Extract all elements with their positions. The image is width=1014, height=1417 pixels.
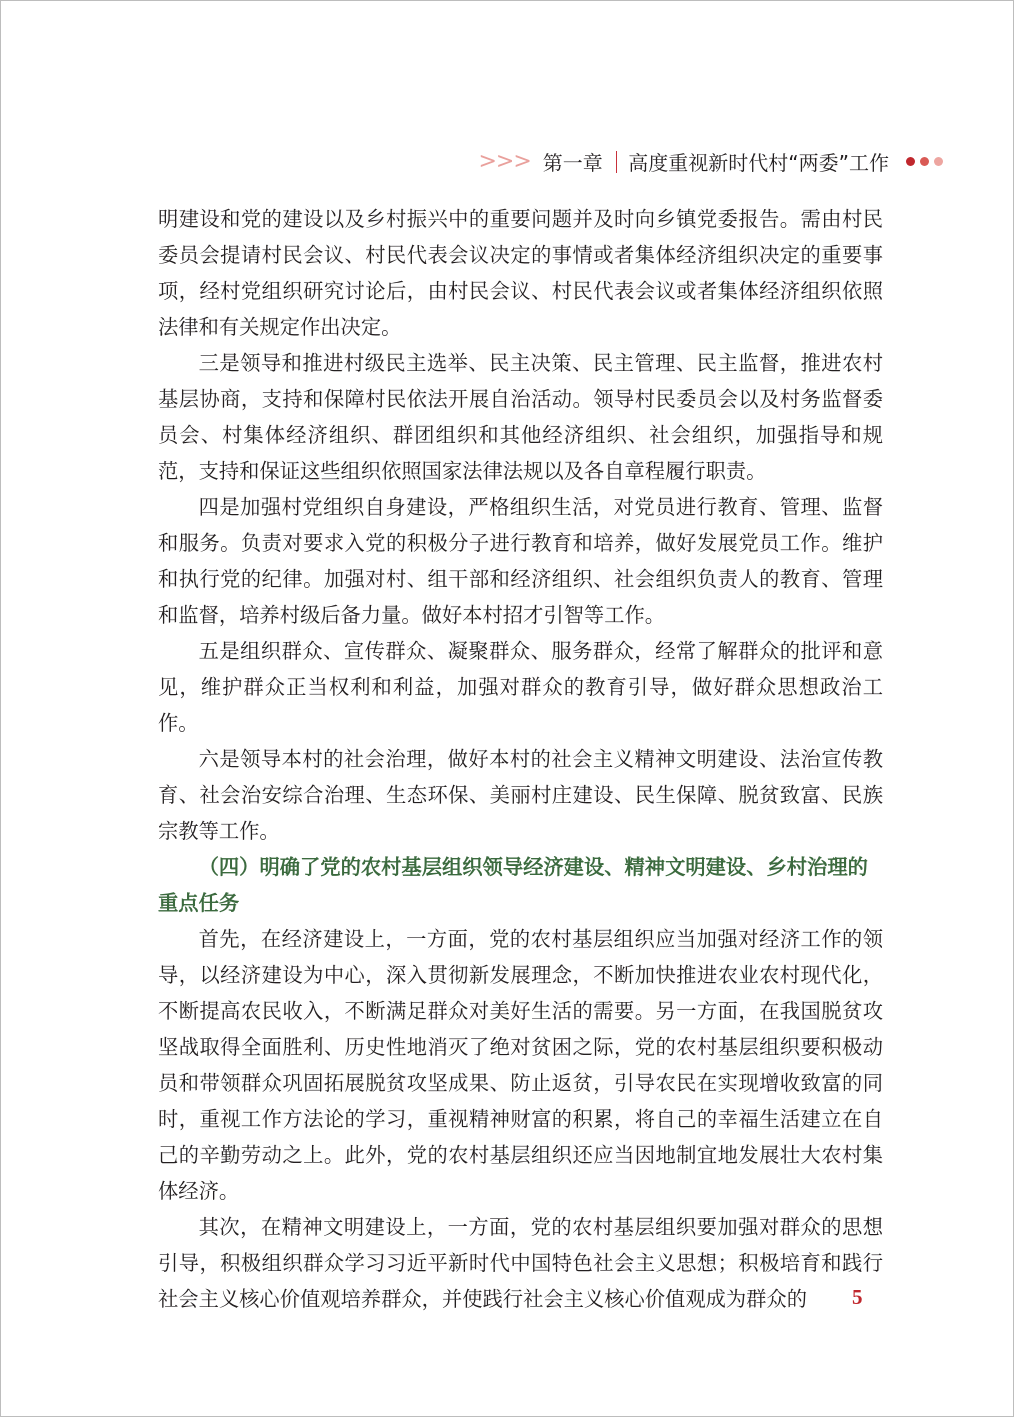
dot-icon (920, 157, 929, 166)
paragraph: 其次，在精神文明建设上，一方面，党的农村基层组织要加强对群众的思想引导，积极组织群众学习习近平新时代中国特色社会主义思想；积极培育和践行社会主义核心价值观培养群众，并使践行社会主义核心价值观成为群众的 (158, 1215, 883, 1311)
header-divider (616, 151, 618, 173)
paragraph: 三是领导和推进村级民主选举、民主决策、民主管理、民主监督，推进农村基层协商，支持和保障村民依法开展自治活动。领导村民委员会以及村务监督委员会、村集体经济组织、群团组织和其他经济组织、社会组织，加强指导和规范，支持和保证这些组织依照国家法律法规以及各自章程履行职责。 (158, 351, 883, 483)
paragraph: 五是组织群众、宣传群众、凝聚群众、服务群众，经常了解群众的批评和意见，维护群众正当权利和利益，加强对群众的教育引导，做好群众思想政治工作。 (158, 639, 883, 735)
chevron-arrows-icon: >>> (478, 149, 531, 174)
paragraph: 六是领导本村的社会治理，做好本村的社会主义精神文明建设、法治宣传教育、社会治安综合治理、生态环保、美丽村庄建设、民生保障、脱贫致富、民族宗教等工作。 (158, 747, 883, 843)
dot-icon (906, 157, 915, 166)
paragraph: 首先，在经济建设上，一方面，党的农村基层组织应当加强对经济工作的领导，以经济建设为中心，深入贯彻新发展理念，不断加快推进农业农村现代化，不断提高农民收入，不断满足群众对美好生活的需要。另一方面，在我国脱贫攻坚战取得全面胜利、历史性地消灭了绝对贫困之际，党的农村基层组织要积极动员和带领群众巩固拓展脱贫攻坚成果、防止返贫，引导农民在实现增收致富的同时，重视工作方法论的学习，重视精神财富的积累，将自己的幸福生活建立在自己的辛勤劳动之上。此外，党的农村基层组织还应当因地制宜地发展壮大农村集体经济。 (158, 927, 883, 1203)
dot-icon (934, 157, 943, 166)
paragraph-continued: 明建设和党的建设以及乡村振兴中的重要问题并及时向乡镇党委报告。需由村民委员会提请村民会议、村民代表会议决定的事情或者集体经济组织决定的重要事项，经村党组织研究讨论后，由村民会议、村民代表会议或者集体经济组织依照法律和有关规定作出决定。 (158, 207, 883, 339)
decorative-dots-icon (901, 157, 943, 166)
running-header (478, 147, 943, 176)
section-heading: （四）明确了党的农村基层组织领导经济建设、精神文明建设、乡村治理的重点任务 (158, 855, 868, 915)
page-number: 5 (852, 1285, 863, 1309)
chapter-title: 高度重视新时代村“两委”工作 (628, 151, 889, 175)
chapter-label: 第一章 (542, 151, 603, 175)
body-text (158, 201, 883, 1317)
paragraph: 四是加强村党组织自身建设，严格组织生活，对党员进行教育、管理、监督和服务。负责对要求入党的积极分子进行教育和培养，做好发展党员工作。维护和执行党的纪律。加强对村、组干部和经济组织、社会组织负责人的教育、管理和监督，培养村级后备力量。做好本村招才引智等工作。 (158, 495, 883, 627)
